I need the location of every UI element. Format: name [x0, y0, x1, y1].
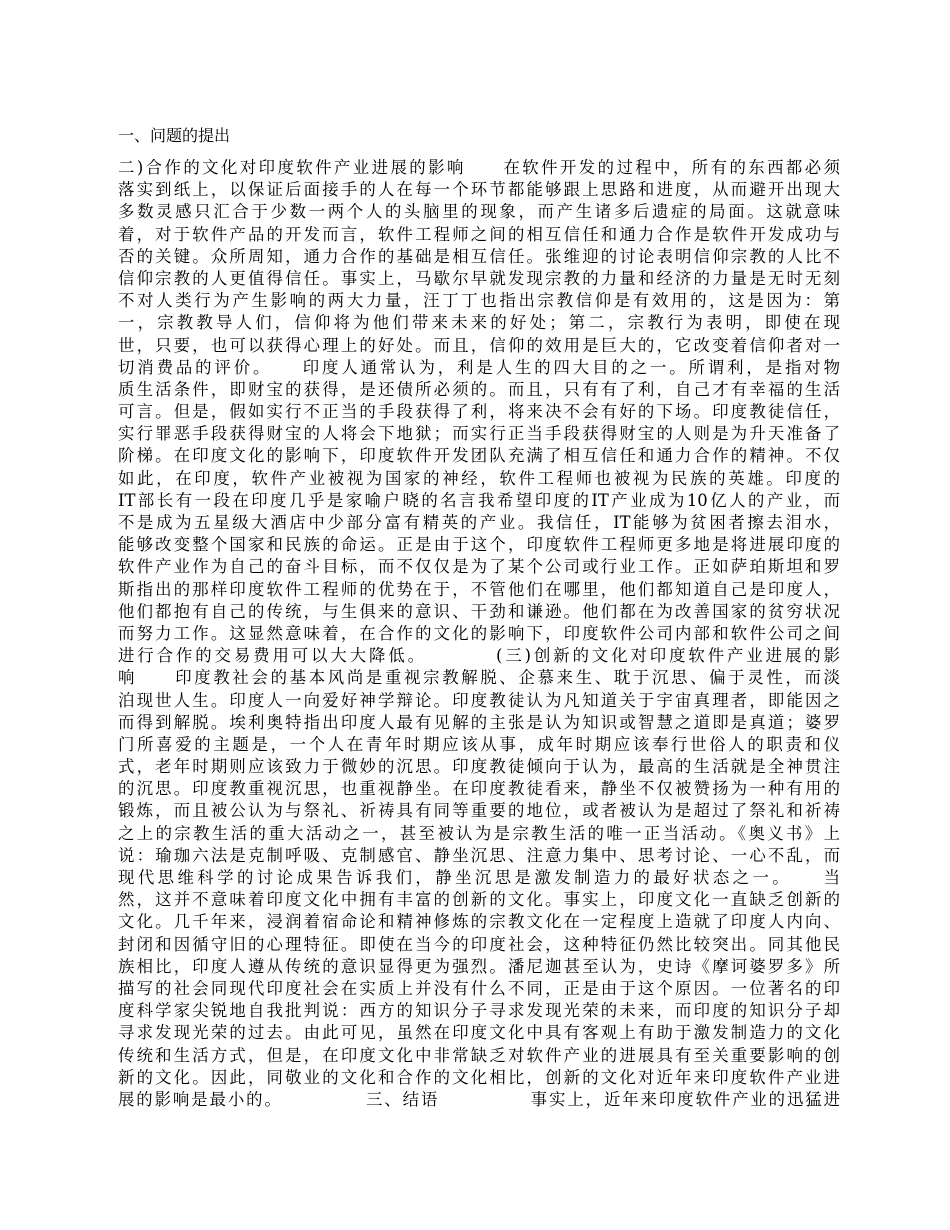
text-line: 之上的宗教生活的重大活动之一，甚至被认为是宗教生活的唯一正当活动。《奥义书》上	[118, 823, 840, 843]
text-line: 传统和生活方式，但是，在印度文化中非常缺乏对软件产业的进展具有至关重要影响的创	[118, 1045, 840, 1065]
text-line: 能够改变整个国家和民族的命运。正是由于这个，印度软件工程师更多地是将进展印度的	[118, 535, 840, 555]
text-line: 展的影响是最小的。 三、结语 事实上，近年来印度软件产业的迅猛进	[118, 1089, 840, 1109]
document-page	[118, 125, 840, 1111]
text-line: 响 印度教社会的基本风尚是重视宗教解脱、企慕来生、耽于沉思、偏于灵性，而淡	[118, 668, 840, 688]
text-line: 多数灵感只汇合于少数一两个人的头脑里的现象，而产生诸多后遗症的局面。这就意味	[118, 202, 840, 222]
text-line: 封闭和因循守旧的心理特征。即使在当今的印度社会，这种特征仍然比较突出。同其他民	[118, 934, 840, 954]
text-line: IT部长有一段在印度几乎是家喻户晓的名言我希望印度的IT产业成为10亿人的产业，而	[118, 490, 840, 510]
section-heading: 一、问题的提出	[118, 126, 231, 145]
text-line: 现代思维科学的讨论成果告诉我们，静坐沉思是激发制造力的最好状态之一。 当	[118, 868, 840, 887]
text-line: 进行合作的交易费用可以大大降低。 (三)创新的文化对印度软件产业进展的影	[118, 646, 840, 666]
text-line: 而得到解脱。埃利奥特指出印度人最有见解的主张是认为知识或智慧之道即是真道；婆罗	[118, 712, 840, 732]
text-line: 否的关键。众所周知，通力合作的基础是相互信任。张维迎的讨论表明信仰宗教的人比不	[118, 246, 840, 266]
text-line: 寻求发现光荣的过去。由此可见，虽然在印度文化中具有客观上有助于激发制造力的文化	[118, 1023, 840, 1043]
text-line: 泊现世人生。印度人一向爱好神学辩论。印度教徒认为凡知道关于宇宙真理者，即能因之	[118, 690, 840, 710]
text-line: 的沉思。印度教重视沉思，也重视静坐。在印度教徒看来，静坐不仅被赞扬为一种有用的	[118, 779, 840, 799]
text-line: 文化。几千年来，浸润着宿命论和精神修炼的宗教文化在一定程度上造就了印度人内向、	[118, 912, 840, 932]
text-line: 然，这并不意味着印度文化中拥有丰富的创新的文化。事实上，印度文化一直缺乏创新的	[118, 890, 840, 910]
text-line: 式，老年时期则应该致力于微妙的沉思。印度教徒倾向于认为，最高的生活就是全神贯注	[118, 757, 840, 777]
text-line: 描写的社会同现代印度社会在实质上并没有什么不同，正是由于这个原因。一位著名的印	[118, 978, 840, 998]
text-line: 而努力工作。这显然意味着，在合作的文化的影响下，印度软件公司内部和软件公司之间	[118, 623, 840, 643]
text-line: 不是成为五星级大酒店中少部分富有精英的产业。我信任，IT能够为贫困者擦去泪水，	[118, 513, 840, 532]
text-line: 信仰宗教的人更值得信任。事实上，马歇尔早就发现宗教的力量和经济的力量是无时无刻	[118, 268, 840, 288]
text-line: 软件产业作为自己的奋斗目标，而不仅仅是为了某个公司或行业工作。正如萨珀斯坦和罗	[118, 557, 840, 577]
body-text	[118, 157, 840, 1111]
text-line: 着，对于软件产品的开发而言，软件工程师之间的相互信任和通力合作是软件开发成功与	[118, 224, 840, 244]
text-line: 阶梯。在印度文化的影响下，印度软件开发团队充满了相互信任和通力合作的精神。不仅	[118, 446, 840, 466]
text-line: 他们都抱有自己的传统，与生俱来的意识、干劲和谦逊。他们都在为改善国家的贫穷状况	[118, 601, 840, 621]
text-line: 实行罪恶手段获得财宝的人将会下地狱；而实行正当手段获得财宝的人则是为升天准备了	[118, 424, 840, 444]
text-line: 二)合作的文化对印度软件产业进展的影响 在软件开发的过程中，所有的东西都必须	[118, 158, 840, 177]
text-line: 新的文化。因此，同敬业的文化和合作的文化相比，创新的文化对近年来印度软件产业进	[118, 1067, 840, 1087]
text-line: 一，宗教教导人们，信仰将为他们带来未来的好处；第二，宗教行为表明，即使在现	[118, 313, 840, 333]
text-line: 如此，在印度，软件产业被视为国家的神经，软件工程师也被视为民族的英雄。印度的	[118, 468, 840, 488]
text-line: 不对人类行为产生影响的两大力量，汪丁丁也指出宗教信仰是有效用的，这是因为：第	[118, 291, 840, 311]
text-line: 可言。但是，假如实行不正当的手段获得了利，将来决不会有好的下场。印度教徒信任，	[118, 402, 840, 422]
text-line: 切消费品的评价。 印度人通常认为，利是人生的四大目的之一。所谓利，是指对物	[118, 357, 840, 377]
text-line: 门所喜爱的主题是，一个人在青年时期应该从事，成年时期应该奉行世俗人的职责和仪	[118, 734, 840, 754]
text-line: 锻炼，而且被公认为与祭礼、祈祷具有同等重要的地位，或者被认为是超过了祭礼和祈祷	[118, 801, 840, 821]
text-line: 度科学家尖锐地自我批判说：西方的知识分子寻求发现光荣的未来，而印度的知识分子却	[118, 1001, 840, 1021]
text-line: 说：瑜珈六法是克制呼吸、克制感官、静坐沉思、注意力集中、思考讨论、一心不乱，而	[118, 845, 840, 865]
text-line: 质生活条件，即财宝的获得，是还债所必须的。而且，只有有了利，自己才有幸福的生活	[118, 379, 840, 399]
text-line: 落实到纸上，以保证后面接手的人在每一个环节都能够跟上思路和进度，从而避开出现大	[118, 180, 840, 200]
text-line: 族相比，印度人遵从传统的意识显得更为强烈。潘尼迦甚至认为，史诗《摩诃婆罗多》所	[118, 956, 840, 976]
text-line: 世，只要，也可以获得心理上的好处。而且，信仰的效用是巨大的，它改变着信仰者对一	[118, 335, 840, 355]
text-line: 斯指出的那样印度软件工程师的优势在于，不管他们在哪里，他们都知道自己是印度人，	[118, 579, 840, 599]
